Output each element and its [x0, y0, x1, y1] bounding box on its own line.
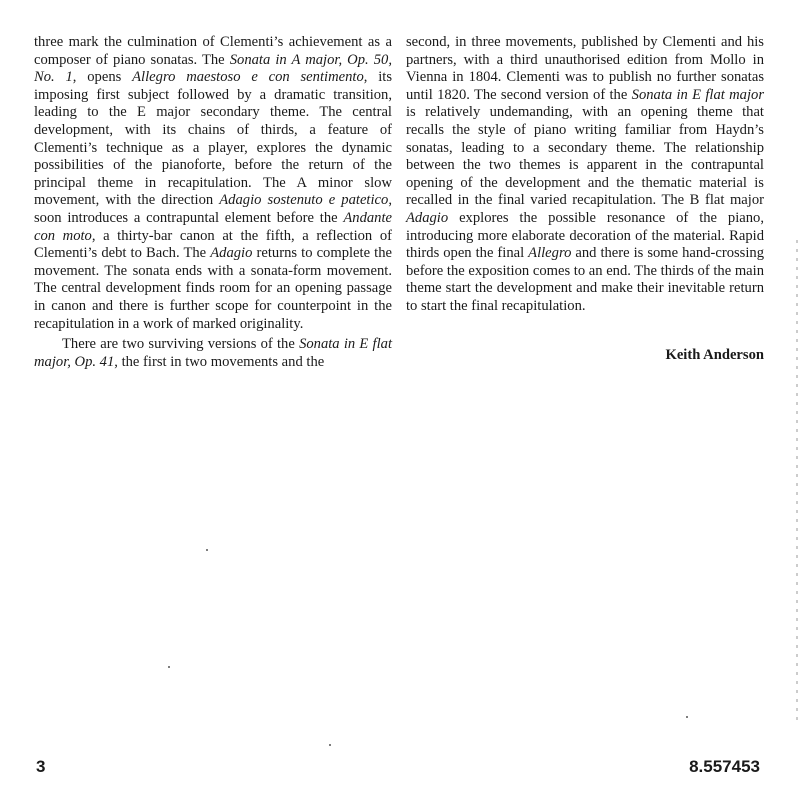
- text-run: There are two surviving versions of the: [62, 336, 300, 353]
- paragraph-sonata-e-flat-intro: [34, 336, 392, 371]
- scan-speck: [168, 666, 170, 668]
- italic-run: Adagio sostenuto e patetico: [219, 192, 389, 209]
- page-number: 3: [36, 757, 46, 776]
- italic-run: Adagio: [406, 209, 449, 226]
- catalogue-number: 8.557453: [689, 757, 760, 776]
- right-column: [406, 34, 764, 316]
- text-run: , the first in two movements and the: [114, 353, 325, 370]
- italic-run: Sonata in E flat major: [631, 86, 764, 103]
- text-run: , soon introduces a contrapuntal element before the: [34, 192, 392, 226]
- author-signature: Keith Anderson: [665, 347, 764, 363]
- left-column: [34, 34, 392, 371]
- scan-speck: [686, 716, 688, 718]
- text-run: , a thirty-bar canon at the fifth, a reflection of Clementi’s debt to Bach. The: [34, 227, 392, 262]
- text-run: is relatively undemanding, with an opening theme that recalls the style of piano writing familiar from Haydn’s sonatas, leading to a secondary theme. The relationship between the two themes is apparent in the contrapuntal opening of the development and the thematic material is recalled in the final varied recapitulation. The B flat major: [406, 104, 764, 209]
- scan-edge-noise: [796, 240, 798, 720]
- text-run: three mark the culmination of Clementi’s achievement as a composer of piano sonatas. The: [34, 34, 392, 68]
- italic-run: Allegro maestoso e con sentimento: [132, 69, 364, 86]
- paragraph-sonata-a-major: [34, 34, 392, 333]
- paragraph-sonata-e-flat-versions: [406, 34, 764, 316]
- italic-run: Allegro: [528, 245, 572, 262]
- scan-speck: [206, 549, 208, 551]
- italic-run: Sonata in E flat major, Op. 41: [34, 336, 392, 370]
- text-run: , its imposing first subject followed by a dramatic transition, leading to the E major secondary theme. The central development, with its chains of thirds, a feature of Clementi’s technique as a player, explores the dynamic possibilities of the pianoforte, before the return of the principal theme in recapitulation. The A minor slow movement, with the direction: [34, 69, 393, 209]
- text-run: explores the possible resonance of the piano, introducing more elaborate decoration of the material. Rapid thirds open the final: [406, 209, 764, 262]
- italic-run: Adagio: [210, 245, 253, 262]
- text-run: second, in three movements, published by Clementi and his partners, with a third unauthorised edition from Mollo in Vienna in 1804. Clementi was to publish no further sonatas until 1820. The second version of the: [406, 34, 764, 103]
- text-run: and there is some hand-crossing before the exposition comes to an end. The thirds of the main theme start the development and make their inevitable return to start the final recapitulation.: [406, 245, 764, 314]
- scan-speck: [329, 744, 331, 746]
- text-run: returns to complete the movement. The sonata ends with a sonata-form movement. The central development finds room for an opening passage in canon and there is further scope for counterpoint in the recapitulation in a work of marked originality.: [34, 245, 392, 332]
- text-run: , opens: [72, 69, 133, 86]
- italic-run: Andante con moto: [34, 209, 392, 244]
- italic-run: Sonata in A major, Op. 50, No. 1: [34, 51, 392, 86]
